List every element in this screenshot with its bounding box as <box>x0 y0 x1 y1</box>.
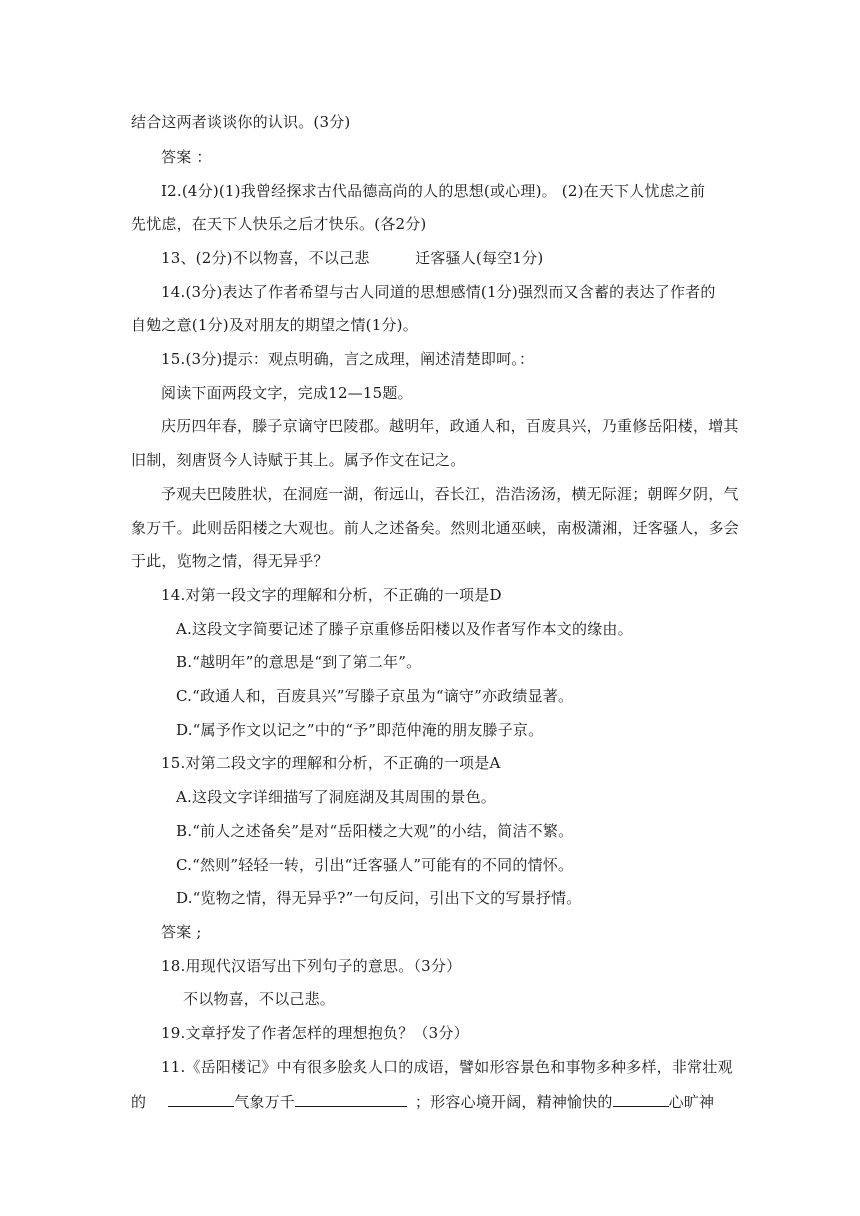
passage-2-line-3: 于此，览物之情，得无异乎？ <box>131 552 329 570</box>
answer-label: 答案 ： <box>161 148 212 166</box>
answer-14-line-2: 自勉之意(1分)及对朋友的期望之情(1分)。 <box>131 316 418 334</box>
answer-label: 答案 ; <box>161 923 202 941</box>
question-14: 14.对第一段文字的理解和分析，不正确的一项是D <box>161 586 502 604</box>
q14-option-a: A.这段文字简要记述了滕子京重修岳阳楼以及作者写作本文的缘由。 <box>176 620 633 638</box>
passage-1-line-2: 旧制，刻唐贤今人诗赋于其上。属予作文在记之。 <box>131 451 466 469</box>
fill-text: 的 <box>131 1093 147 1111</box>
question-18-sentence: 不以物喜，不以己悲。 <box>183 990 336 1008</box>
q14-option-b: B.“越明年”的意思是“到了第二年”。 <box>176 653 422 671</box>
q15-option-a: A.这段文字详细描写了洞庭湖及其周围的景色。 <box>176 788 497 806</box>
passage-2-line-1: 予观夫巴陵胜状，在洞庭一湖，衔远山，吞长江，浩浩汤汤，横无际涯；朝晖夕阴，气 <box>161 485 739 503</box>
question-15: 15.对第二段文字的理解和分析，不正确的一项是A <box>161 754 501 772</box>
passage-2-line-2: 象万千。此则岳阳楼之大观也。前人之述备矣。然则北通巫峡，南极潇湘，迁客骚人，多会 <box>131 519 740 537</box>
passage-1-line-1: 庆历四年春，滕子京谪守巴陵郡。越明年，政通人和，百废具兴，乃重修岳阳楼，增其 <box>161 417 739 435</box>
question-11-line-1: 11.《岳阳楼记》中有很多脍炙人口的成语，譬如形容景色和事物多种多样，非常壮观 <box>161 1058 733 1076</box>
question-19: 19.文章抒发了作者怎样的理想抱负？（3分） <box>161 1024 469 1042</box>
fill-blank[interactable] <box>295 1090 407 1107</box>
fill-text: 心旷神 <box>668 1093 715 1111</box>
fill-blank[interactable] <box>613 1090 669 1107</box>
answer-14-line-1: 14.(3分)表达了作者希望与古人同道的思想感情(1分)强烈而又含蓄的表达了作者的 <box>161 283 716 301</box>
q15-option-b: B.“前人之述备矣”是对“岳阳楼之大观”的小结，简洁不繁。 <box>176 822 574 840</box>
q14-option-d: D.“属予作文以记之”中的“予”即范仲淹的朋友滕子京。 <box>176 721 544 739</box>
question-11-line-2 <box>131 1090 714 1112</box>
answer-15: 15.(3分)提示：观点明确，言之成理，阐述清楚即呵。： <box>161 350 535 368</box>
fill-blank[interactable] <box>168 1090 234 1107</box>
q14-option-c: C.“政通人和，百废具兴”写滕子京虽为“谪守”亦政绩显著。 <box>176 687 574 705</box>
answer-13: 13、(2分)不以物喜，不以己悲 迁客骚人(每空1分) <box>161 249 544 267</box>
answer-12-line-2: 先忧虑，在天下人快乐之后才快乐。(各2分) <box>131 215 427 233</box>
fill-text: 气象万千 <box>234 1093 296 1111</box>
q15-option-d: D.“览物之情，得无异乎?”一句反问，引出下文的写景抒情。 <box>176 889 582 907</box>
fill-text: ；形容心境开阔，精神愉快的 <box>415 1093 613 1111</box>
reading-instruction: 阅读下面两段文字，完成12—15题。 <box>161 384 413 402</box>
question-18: 18.用现代汉语写出下列句子的意思。（3分） <box>161 957 462 975</box>
answer-12-line-1: I2.(4分)(1)我曾经探求古代品德高尚的人的思想(或心理)。 (2)在天下人忧虑之前 <box>161 182 706 200</box>
q15-option-c: C.“然则”轻轻一转，引出“迁客骚人”可能有的不同的情怀。 <box>176 856 574 874</box>
text-line: 结合这两者谈谈你的认识。(3分) <box>131 113 351 131</box>
